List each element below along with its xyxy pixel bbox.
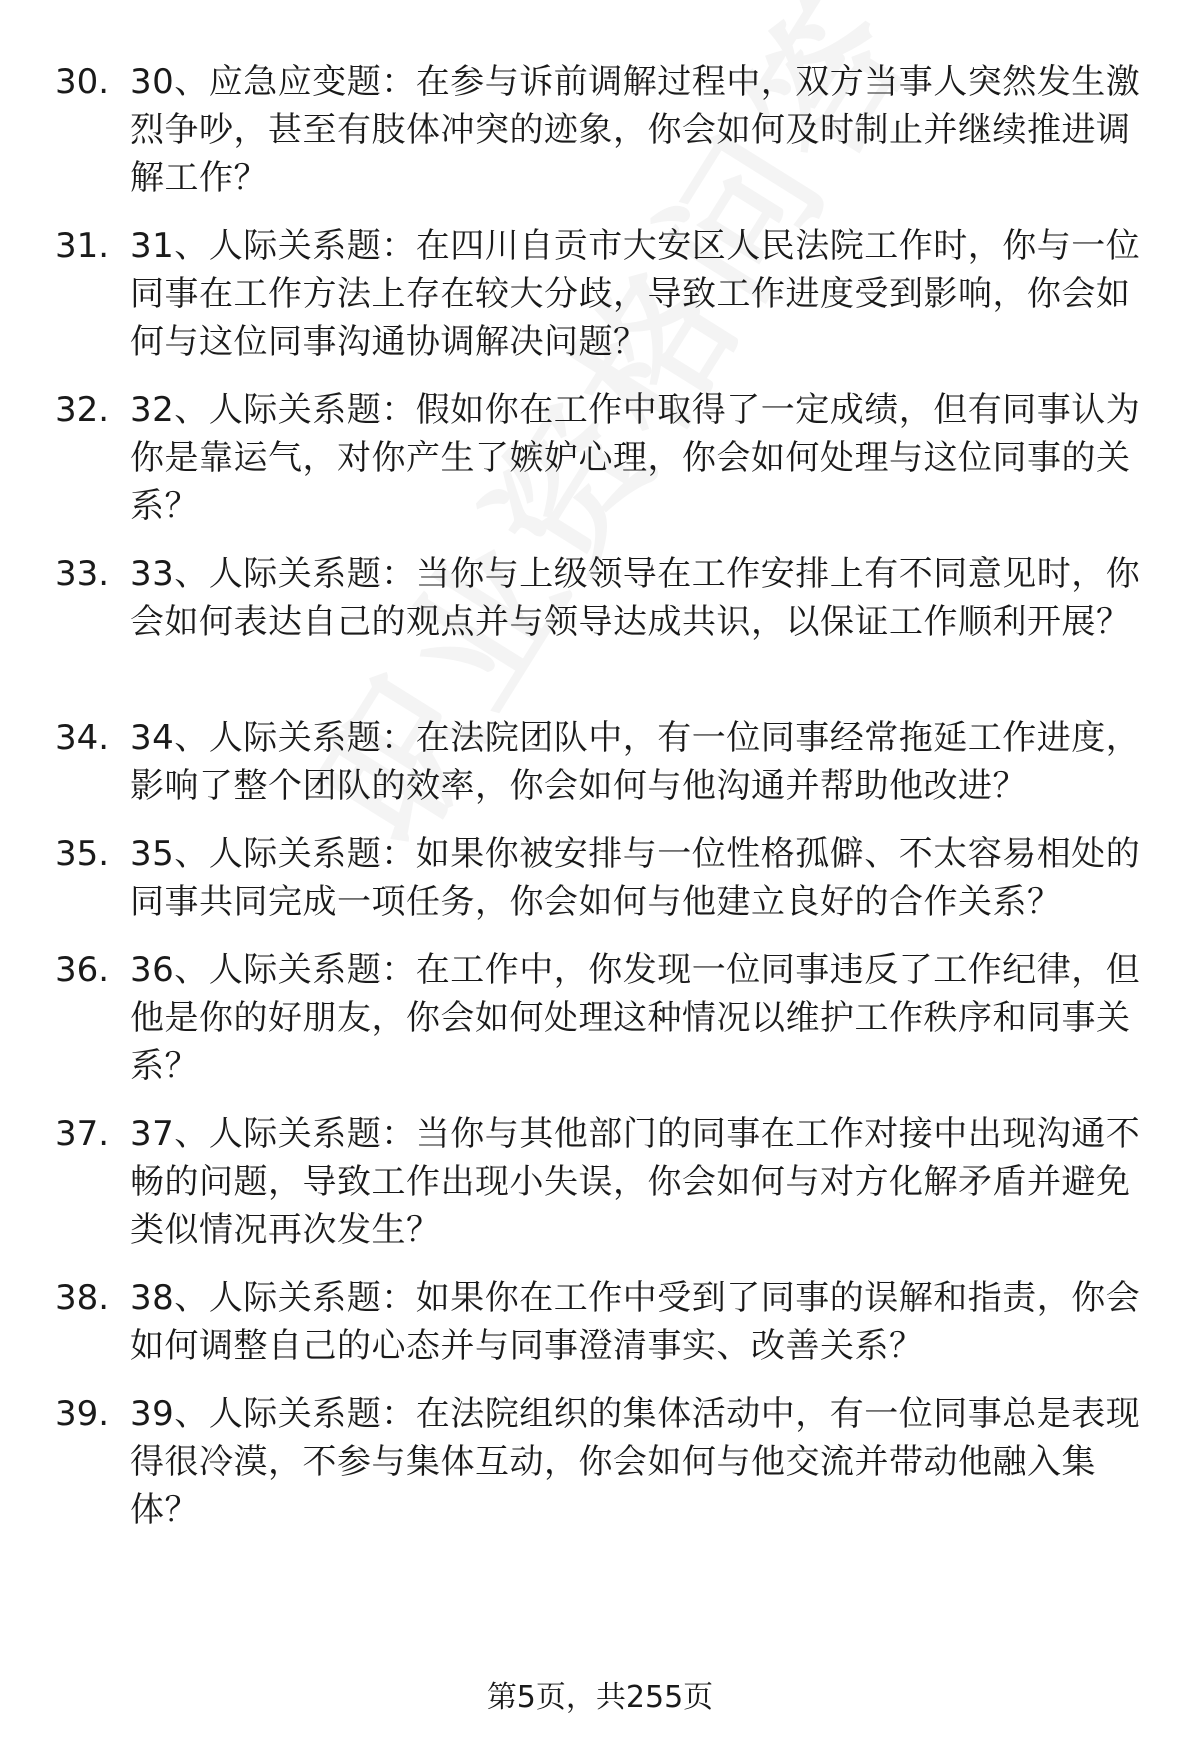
list-item: [0, 946, 1200, 1110]
question-number: 37.: [55, 1114, 110, 1154]
question-number: 35.: [55, 834, 110, 874]
list-item: [0, 222, 1200, 386]
list-item: [0, 1390, 1200, 1554]
question-text: 35、人际关系题：如果你被安排与一位性格孤僻、不太容易相处的同事共同完成一项任务，你会如何与他建立良好的合作关系？: [130, 834, 1141, 922]
question-list: [0, 58, 1200, 1554]
list-item: [0, 830, 1200, 946]
question-text: 33、人际关系题：当你与上级领导在工作安排上有不同意见时，你会如何表达自己的观点并与领导达成共识，以保证工作顺利开展？: [130, 554, 1141, 642]
question-number: 30.: [55, 62, 110, 102]
question-number: 34.: [55, 718, 110, 758]
question-number: 39.: [55, 1394, 110, 1434]
question-text: 30、应急应变题：在参与诉前调解过程中，双方当事人突然发生激烈争吵，甚至有肢体冲突的迹象，你会如何及时制止并继续推进调解工作？: [130, 62, 1141, 198]
question-number: 38.: [55, 1278, 110, 1318]
question-number: 33.: [55, 554, 110, 594]
question-number: 32.: [55, 390, 110, 430]
question-text: 37、人际关系题：当你与其他部门的同事在工作对接中出现沟通不畅的问题，导致工作出现小失误，你会如何与对方化解矛盾并避免类似情况再次发生？: [130, 1114, 1141, 1250]
question-text: 36、人际关系题：在工作中，你发现一位同事违反了工作纪律，但他是你的好朋友，你会如何处理这种情况以维护工作秩序和同事关系？: [130, 950, 1141, 1086]
question-text: 39、人际关系题：在法院组织的集体活动中，有一位同事总是表现得很冷漠，不参与集体互动，你会如何与他交流并带动他融入集体？: [130, 1394, 1141, 1530]
question-number: 31.: [55, 226, 110, 266]
list-item: [0, 714, 1200, 830]
question-text: 34、人际关系题：在法院团队中，有一位同事经常拖延工作进度，影响了整个团队的效率，你会如何与他沟通并帮助他改进？: [130, 718, 1141, 806]
page-footer: 第5页，共255页: [486, 1680, 714, 1715]
question-text: 31、人际关系题：在四川自贡市大安区人民法院工作时，你与一位同事在工作方法上存在较大分歧，导致工作进度受到影响，你会如何与这位同事沟通协调解决问题？: [130, 226, 1141, 362]
list-item: [0, 1274, 1200, 1390]
list-item: [0, 58, 1200, 222]
list-item: [0, 1110, 1200, 1274]
question-number: 36.: [55, 950, 110, 990]
question-text: 32、人际关系题：假如你在工作中取得了一定成绩，但有同事认为你是靠运气，对你产生了嫉妒心理，你会如何处理与这位同事的关系？: [130, 390, 1141, 526]
list-item: [0, 386, 1200, 550]
question-text: 38、人际关系题：如果你在工作中受到了同事的误解和指责，你会如何调整自己的心态并与同事澄清事实、改善关系？: [130, 1278, 1141, 1366]
list-item: [0, 550, 1200, 714]
